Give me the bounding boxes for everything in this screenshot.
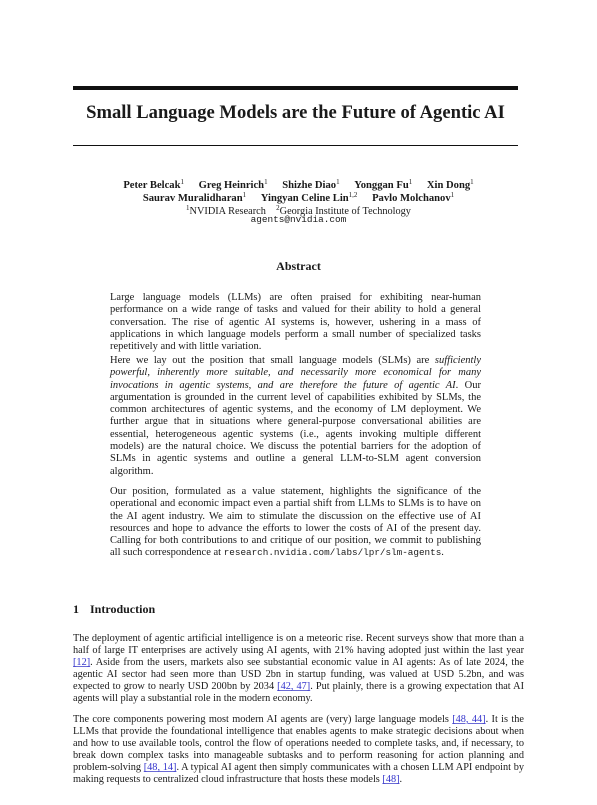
citation-link[interactable]: [48, 14] — [143, 762, 177, 774]
position-statement: sufficiently powerful, inherently more suitable, and necessarily more economical for many invocations in agentic systems, and are therefore the future of agentic AI — [110, 355, 481, 391]
affiliation: $^1$NVIDIA Research — [186, 204, 266, 217]
intro-paragraph-1: The deployment of agentic artificial intelligence is on a meteoric rise. Recent surveys show that more than a half of large IT enterprises are actively using AI agents, with 21% having adopted just within the last year [12]. Aside from the users, markets also see substantial economic value in AI agents: As of late 2024, the agentic AI sector had seen more than USD 2bn in startup funding, was valued at USD 5.2bn, and was expected to grow to nearly USD 200bn by 2034 [42, 47]. Put plainly, there is a growing expectation that AI agents will play a substantial role in the modern economy. — [73, 633, 524, 705]
author: Yingyan Celine Lin$^{1,2}$ — [260, 191, 358, 204]
project-url[interactable]: research.nvidia.com/labs/lpr/slm-agents — [223, 547, 442, 559]
author: Peter Belcak$^1$ — [123, 178, 184, 191]
abstract-paragraph-1: Large language models (LLMs) are often praised for exhibiting near-human performance on a wide range of tasks and valued for their ability to hold a general conversation. The rise of agentic AI systems is, however, ushering in a mass of applications in which language models perform a small number of specialized tasks repetitively and with little variation. — [110, 292, 481, 353]
author: Saurav Muralidharan$^1$ — [142, 191, 247, 204]
author: Greg Heinrich$^1$ — [198, 178, 268, 191]
author: Pavlo Molchanov$^1$ — [372, 191, 455, 204]
title-rule-top — [73, 86, 518, 90]
affiliation: $^2$Georgia Institute of Technology — [276, 204, 411, 217]
abstract-paragraph-2: Here we lay out the position that small language models (SLMs) are sufficiently powerful, inherently more suitable, and necessarily more economical for many invocations in agentic systems, and are therefore the future of agentic AI. Our argumentation is grounded in the current level of capabilities exhibited by SLMs, the common architectures of agentic systems, and the economy of LM deployment. We further argue that in situations where general-purpose conversational abilities are essential, heterogeneous agentic systems (i.e., agents invoking multiple different models) are the natural choice. We discuss the potential barriers for the adoption of SLMs in agentic systems and outline a general LLM-to-SLM agent conversion algorithm. — [110, 355, 481, 477]
citation-link[interactable]: [48] — [382, 774, 400, 786]
author: Shizhe Diao$^1$ — [282, 178, 340, 191]
intro-paragraph-2: The core components powering most modern AI agents are (very) large language models [48, 44]. It is the LLMs that provide the foundational intelligence that enables agents to make strategic decisions about when and how to use available tools, control the flow of operations needed to complete tasks, and, if necessary, to break down complex tasks into manageable subtasks and to perform reasoning for action planning and problem-solving [48, 14]. A typical AI agent then simply communicates with a chosen LLM API endpoint by making requests to centralized cloud infrastructure that hosts these models [48]. — [73, 714, 525, 786]
citation-link[interactable]: [42, 47] — [277, 681, 311, 693]
section-number: 1 — [73, 602, 79, 616]
author: Yonggan Fu$^1$ — [354, 178, 413, 191]
citation-link[interactable]: [12] — [73, 657, 91, 669]
contact-email[interactable]: agents@nvidia.com — [250, 214, 347, 225]
paper-title: Small Language Models are the Future of Agentic AI — [86, 102, 505, 123]
citation-link[interactable]: [48, 44] — [452, 714, 486, 725]
title-rule-bottom — [73, 145, 518, 146]
section-title: Introduction — [90, 602, 156, 616]
abstract-paragraph-3: Our position, formulated as a value statement, highlights the significance of the operational and economic impact even a partial shift from LLMs to SLMs is to have on the AI agent industry. We aim to stimulate the discussion on the effective use of AI resources and hope to advance the efforts to lower the costs of AI of the present day. Calling for both contributions to and critique of our position, we commit to publishing all such correspondence at research.nvidia.com/labs/lpr/slm-agents. — [110, 486, 481, 559]
author: Xin Dong$^1$ — [426, 178, 474, 191]
abstract-heading: Abstract — [276, 259, 321, 273]
section-heading-introduction — [73, 602, 155, 617]
